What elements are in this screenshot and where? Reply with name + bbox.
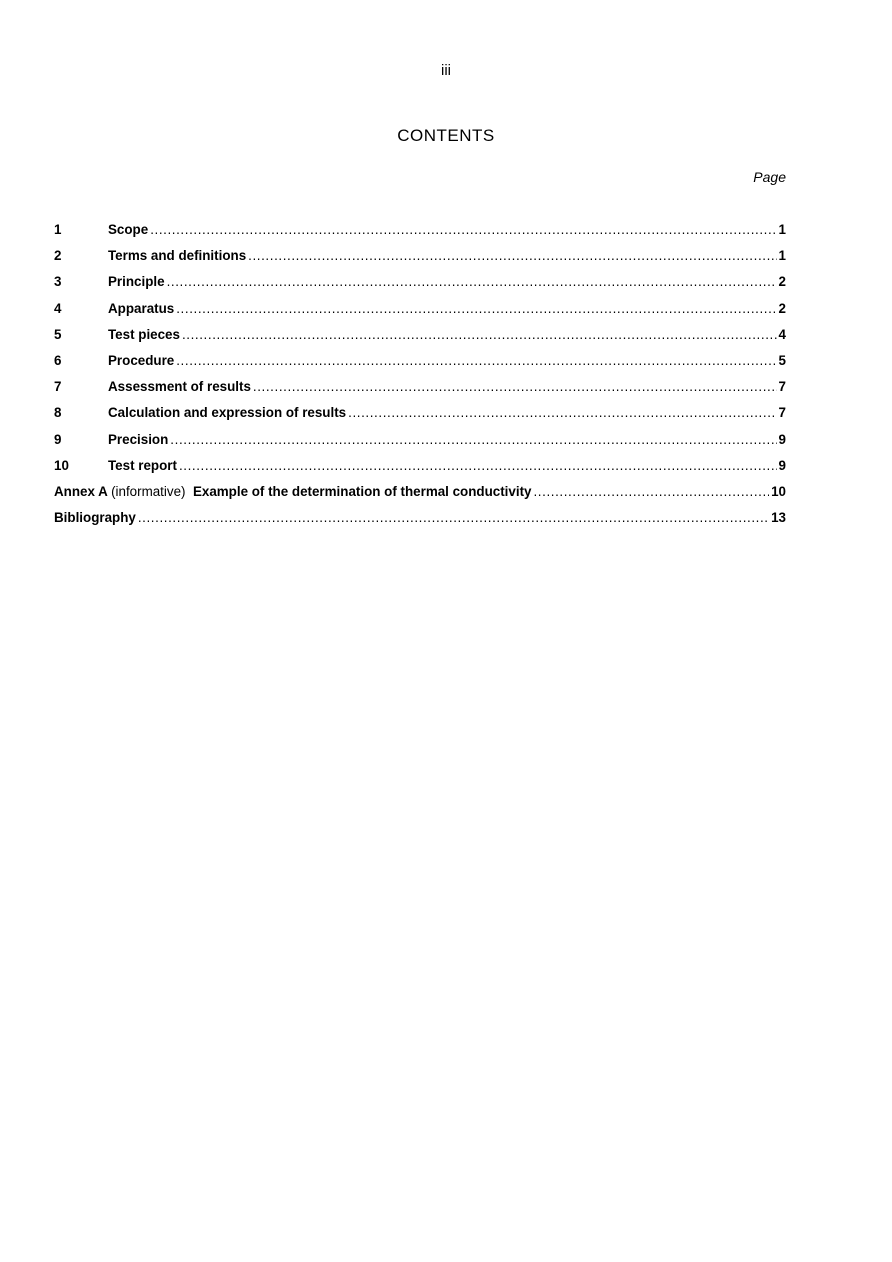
page-number: iii [441, 62, 451, 79]
toc-entry-assessment-of-results[interactable] [54, 378, 786, 404]
toc-entry-page: 9 [778, 431, 786, 447]
page-column-label: Page [753, 169, 786, 185]
toc-entry-page: 10 [771, 483, 786, 499]
toc-entry-title: Procedure [108, 352, 175, 368]
dot-leader [253, 378, 777, 396]
toc-entry-title: Test report [108, 457, 177, 473]
toc-entry-page: 13 [771, 510, 786, 526]
dot-leader [170, 431, 776, 449]
toc-entry-scope[interactable] [54, 221, 786, 247]
toc-entry-number: 4 [54, 300, 62, 316]
dot-leader [150, 221, 776, 239]
dot-leader [179, 457, 777, 475]
toc-entry-number: 6 [54, 352, 62, 368]
dot-leader [348, 404, 776, 422]
toc-entry-test-pieces[interactable] [54, 326, 786, 352]
toc-entry-annex-a[interactable] [54, 483, 786, 509]
dot-leader [138, 509, 769, 527]
toc-entry-page: 7 [778, 405, 786, 421]
toc-entry-principle[interactable] [54, 273, 786, 299]
toc-annex-heading [54, 483, 531, 501]
annex-label: Annex A [54, 483, 108, 499]
dot-leader [182, 326, 777, 344]
toc-entry-title: Assessment of results [108, 379, 251, 395]
toc-entry-procedure[interactable] [54, 352, 786, 378]
toc-entry-page: 4 [778, 326, 786, 342]
toc-entry-title: Test pieces [108, 326, 180, 342]
dot-leader [176, 300, 776, 318]
toc-entry-page: 2 [778, 274, 786, 290]
toc-entry-number: 1 [54, 222, 62, 237]
toc-entry-number: 9 [54, 431, 62, 447]
toc-entry-terms-and-definitions[interactable] [54, 247, 786, 273]
toc-entry-title: Principle [108, 274, 165, 290]
toc-entry-page: 1 [778, 222, 786, 237]
toc-entry-title: Bibliography [54, 510, 136, 526]
toc-entry-title: Calculation and expression of results [108, 405, 347, 421]
toc-entry-page: 1 [778, 248, 786, 264]
toc-entry-page: 2 [778, 300, 786, 316]
toc-entry-apparatus[interactable] [54, 300, 786, 326]
toc-entry-bibliography[interactable] [54, 509, 786, 535]
toc-entry-page: 5 [778, 352, 786, 368]
dot-leader [167, 273, 777, 291]
toc-entry-page: 9 [778, 457, 786, 473]
toc-entry-test-report[interactable] [54, 457, 786, 483]
toc-entry-title: Terms and definitions [108, 248, 247, 264]
toc-entry-precision[interactable] [54, 431, 786, 457]
toc-entry-title: Apparatus [108, 300, 175, 316]
toc-entry-number: 10 [54, 457, 69, 473]
table-of-contents [54, 221, 786, 535]
toc-entry-title: Scope [108, 222, 149, 237]
contents-heading: CONTENTS [397, 126, 495, 145]
dot-leader [533, 483, 769, 501]
toc-entry-number: 8 [54, 405, 62, 421]
annex-qualifier: (informative) [111, 483, 186, 499]
dot-leader [248, 247, 776, 265]
toc-entry-number: 2 [54, 248, 62, 264]
toc-entry-calculation-and-expression[interactable] [54, 404, 786, 430]
dot-leader [176, 352, 776, 370]
annex-title: Example of the determination of thermal conductivity [192, 483, 532, 499]
toc-entry-title: Precision [108, 431, 169, 447]
toc-entry-number: 7 [54, 379, 62, 395]
toc-entry-page: 7 [778, 379, 786, 395]
toc-entry-number: 3 [54, 274, 62, 290]
toc-entry-number: 5 [54, 326, 62, 342]
